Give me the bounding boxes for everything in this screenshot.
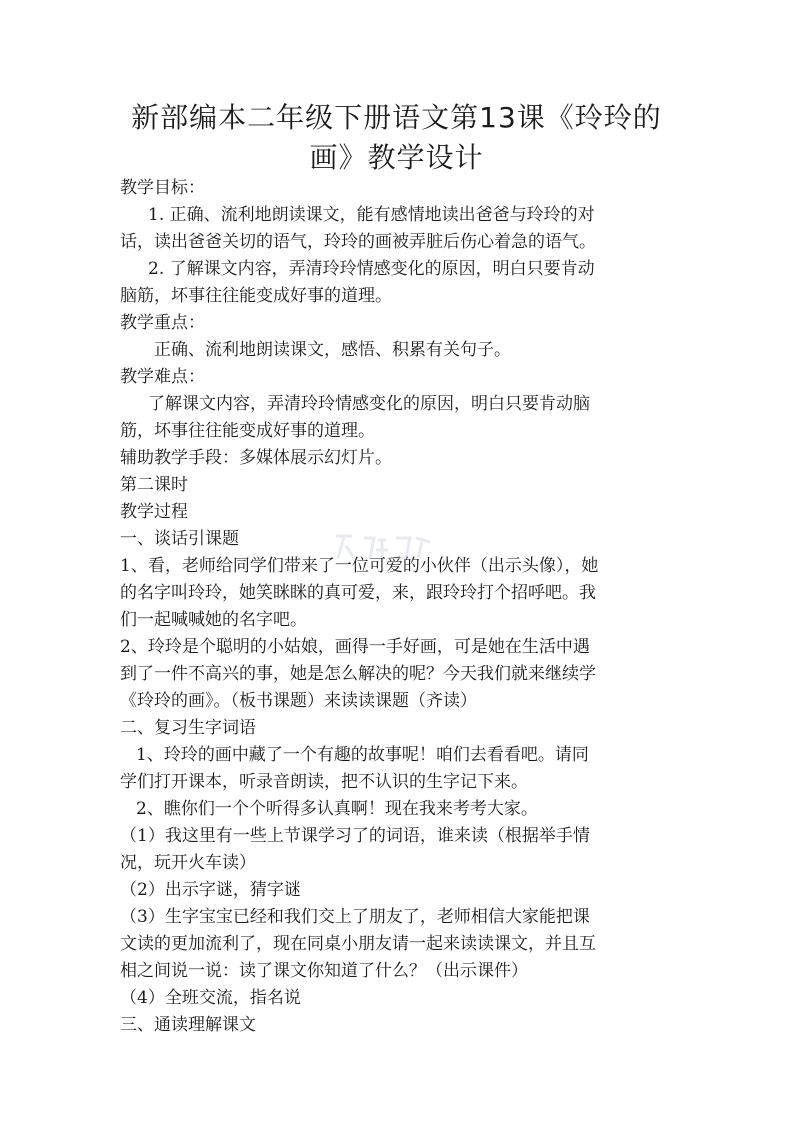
heading-process: 教学过程 bbox=[120, 502, 188, 522]
para-4: 2、瞧你们一个个听得多认真啊！现在我来考考大家。 bbox=[136, 799, 538, 819]
para-2-line-1: 2、玲玲是个聪明的小姑娘，画得一手好画，可是她在生活中遇 bbox=[120, 637, 590, 657]
section-1-heading: 一、谈话引课题 bbox=[120, 529, 239, 549]
para-3-line-2: 学们打开课本，听录音朗读，把不认识的生字记下来。 bbox=[120, 772, 528, 792]
para-2-line-3: 《玲玲的画》。（板书课题）来读读课题（齐读） bbox=[120, 691, 477, 711]
para-3-line-1: 1、玲玲的画中藏了一个有趣的故事呢！咱们去看看吧。请同 bbox=[136, 745, 589, 765]
objective-1-line-1: 1. 正确、流利地朗读课文，能有感情地读出爸爸与玲玲的对 bbox=[148, 205, 595, 225]
item-3-line-3: 相之间说一说：读了课文你知道了什么？（出示课件） bbox=[120, 961, 528, 981]
second-lesson: 第二课时 bbox=[120, 475, 188, 495]
key-points-text: 正确、流利地朗读课文，感悟、积累有关句子。 bbox=[154, 340, 511, 360]
difficulties-line-2: 筋，坏事往往能变成好事的道理。 bbox=[120, 421, 375, 441]
section-3-heading: 三、通读理解课文 bbox=[120, 1015, 256, 1035]
para-1-line-1: 1、看，老师给同学们带来了一位可爱的小伙伴（出示头像），她 bbox=[120, 556, 599, 576]
para-2-line-2: 到了一件不高兴的事，她是怎么解决的呢？今天我们就来继续学 bbox=[120, 664, 596, 684]
section-2-heading: 二、复习生字词语 bbox=[120, 718, 256, 738]
item-4: （4）全班交流，指名说 bbox=[120, 988, 301, 1008]
title-line-2: 画》教学设计 bbox=[309, 141, 484, 174]
para-1-line-2: 的名字叫玲玲，她笑眯眯的真可爱，来，跟玲玲打个招呼吧。我 bbox=[120, 583, 596, 603]
item-3-line-2: 文读的更加流利了，现在同桌小朋友请一起来读读课文，并且互 bbox=[120, 934, 596, 954]
title-line-1: 新部编本二年级下册语文第13课《玲玲的 bbox=[131, 101, 662, 134]
heading-key-points: 教学重点： bbox=[120, 313, 205, 333]
item-2: （2）出示字谜，猜字谜 bbox=[120, 880, 301, 900]
objective-1-line-2: 话，读出爸爸关切的语气，玲玲的画被弄脏后伤心着急的语气。 bbox=[120, 232, 596, 252]
watermark-logo-icon bbox=[330, 528, 440, 568]
para-1-line-3: 们一起喊喊她的名字吧。 bbox=[120, 610, 307, 630]
difficulties-line-1: 了解课文内容，弄清玲玲情感变化的原因，明白只要肯动脑 bbox=[148, 394, 590, 414]
heading-objectives: 教学目标： bbox=[120, 178, 205, 198]
item-1-line-1: （1）我这里有一些上节课学习了的词语，谁来读（根据举手情 bbox=[120, 826, 590, 846]
heading-difficulties: 教学难点： bbox=[120, 367, 205, 387]
objective-2-line-1: 2. 了解课文内容，弄清玲玲情感变化的原因，明白只要肯动 bbox=[148, 259, 595, 279]
item-1-line-2: 况，玩开火车读） bbox=[120, 853, 256, 873]
objective-2-line-2: 脑筋，坏事往往能变成好事的道理。 bbox=[120, 286, 392, 306]
teaching-aids: 辅助教学手段：多媒体展示幻灯片。 bbox=[120, 448, 392, 468]
item-3-line-1: （3）生字宝宝已经和我们交上了朋友了，老师相信大家能把课 bbox=[120, 907, 590, 927]
